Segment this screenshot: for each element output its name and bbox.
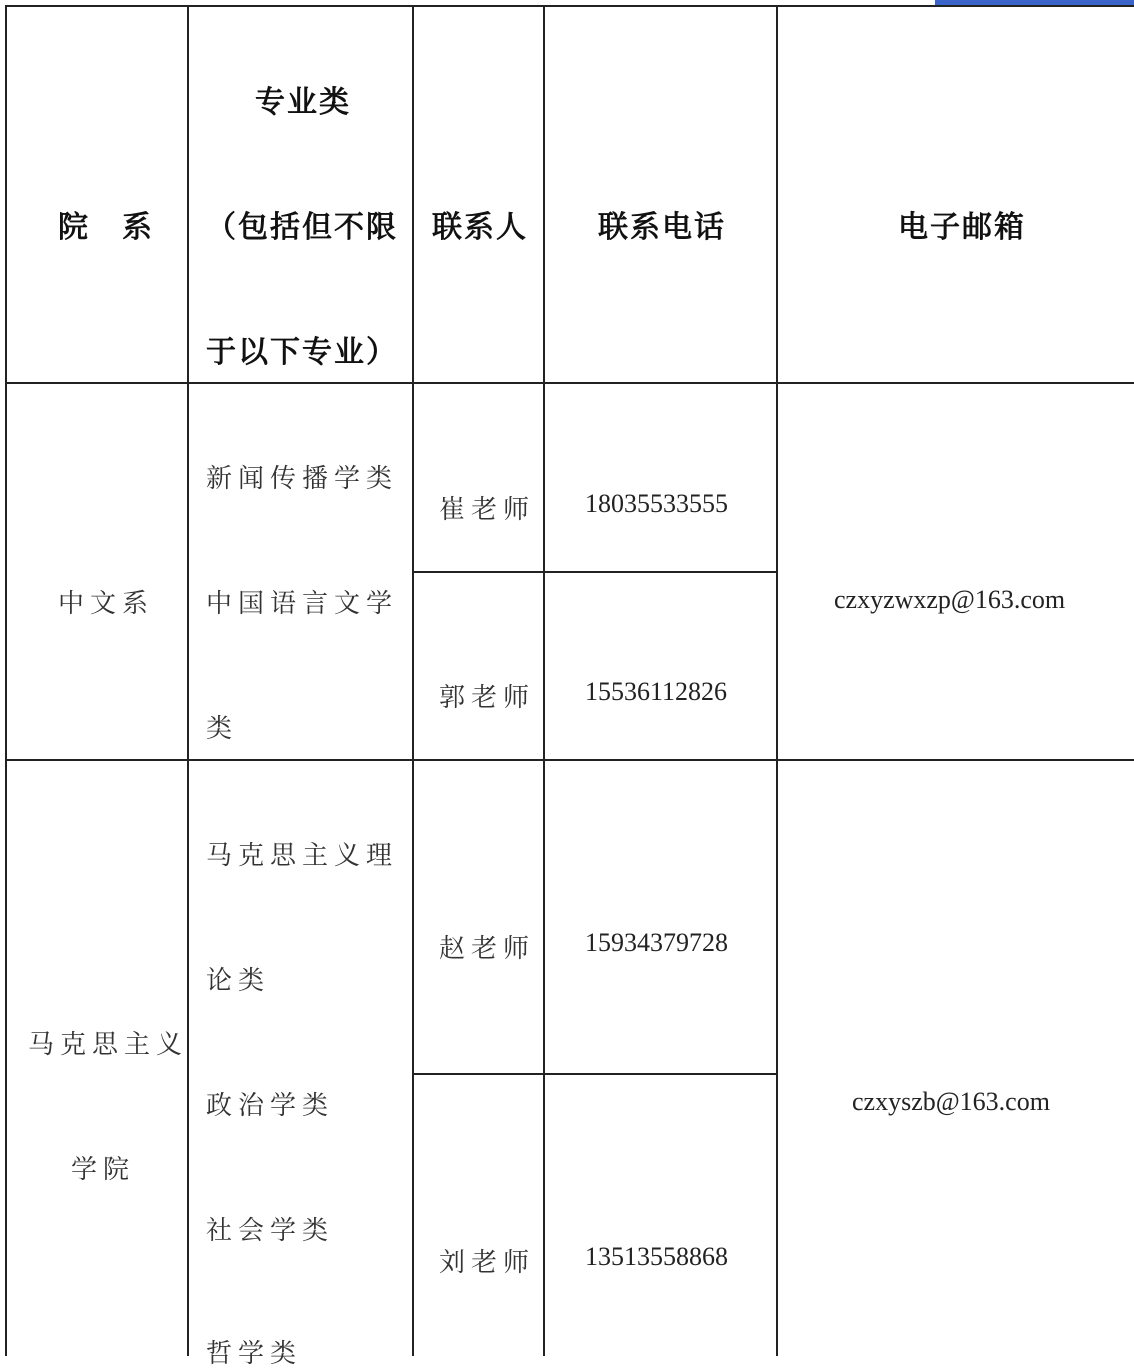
row-major: 哲学类: [206, 1339, 303, 1369]
col-border-dept: [187, 5, 189, 1356]
header-major-line1: 专业类: [255, 85, 351, 120]
contact-phone: 18035533555: [585, 489, 728, 518]
col-border-left: [5, 5, 7, 1356]
table-top-border: [5, 5, 1134, 7]
row-divider-sections: [5, 759, 1134, 761]
row-divider-marxism-contacts: [413, 1073, 777, 1075]
header-major-line3: 于以下专业）: [206, 335, 398, 370]
header-major-line2: （包括但不限: [206, 210, 398, 245]
col-border-major: [412, 5, 414, 1356]
row-major: 马克思主义理: [206, 841, 399, 871]
col-border-contact: [543, 5, 545, 1356]
contact-phone: 15934379728: [585, 928, 728, 957]
email-link[interactable]: czxyzwxzp@163.com: [834, 585, 1066, 614]
contact-phone: 13513558868: [585, 1242, 728, 1271]
row-major: 社会学类: [206, 1216, 335, 1246]
contact-phone: 15536112826: [585, 677, 728, 706]
contact-name: 刘老师: [439, 1248, 536, 1278]
row-major: 新闻传播学类: [206, 464, 399, 494]
col-border-phone: [776, 5, 778, 1356]
row-dept: 学院: [71, 1155, 136, 1185]
contact-name: 赵老师: [439, 934, 536, 964]
contact-name: 崔老师: [439, 495, 536, 525]
row-major: 中国语言文学: [206, 589, 399, 619]
header-dept: 院 系: [58, 210, 154, 245]
email-link[interactable]: czxyszb@163.com: [852, 1087, 1050, 1116]
header-bottom-border: [5, 382, 1134, 384]
header-contact: 联系人: [432, 210, 528, 245]
row-dept: 中文系: [58, 589, 155, 619]
row-dept: 马克思主义: [28, 1030, 189, 1060]
header-email: 电子邮箱: [898, 210, 1026, 245]
contact-name: 郭老师: [439, 683, 536, 713]
row-major: 政治学类: [206, 1091, 335, 1121]
row-divider-chinese-contacts: [413, 571, 777, 573]
row-major: 类: [206, 714, 239, 744]
row-major: 论类: [206, 966, 271, 996]
header-phone: 联系电话: [598, 210, 726, 245]
